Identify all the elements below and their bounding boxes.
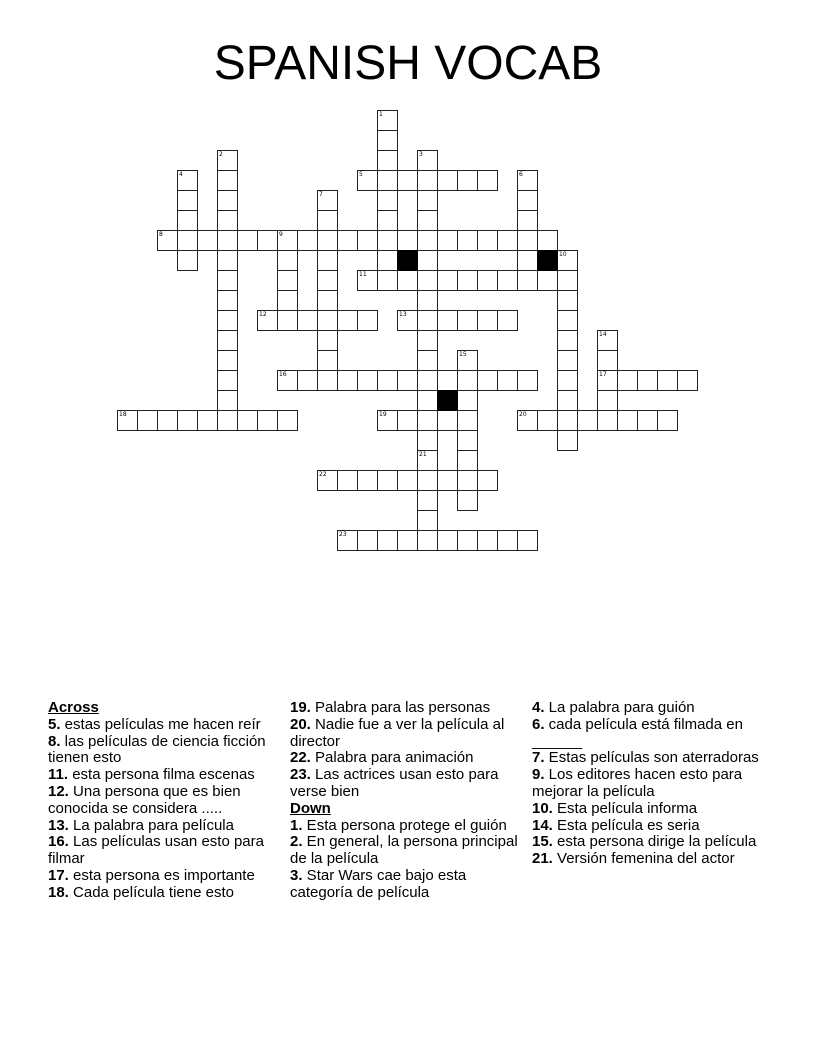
grid-cell[interactable] — [357, 230, 378, 251]
clue-text: Cada película tiene esto — [68, 883, 234, 901]
grid-cell[interactable] — [397, 530, 418, 551]
grid-cell[interactable] — [417, 170, 438, 191]
clue-text: esta persona filma escenas — [68, 766, 255, 784]
grid-cell[interactable] — [317, 290, 338, 311]
clue-item — [48, 734, 278, 768]
grid-cell[interactable] — [457, 390, 478, 411]
clue-num: 6. — [532, 715, 545, 733]
grid-cell[interactable] — [277, 410, 298, 431]
grid-cell[interactable] — [477, 270, 498, 291]
grid-cell[interactable] — [337, 230, 358, 251]
grid-cell[interactable] — [417, 510, 438, 531]
grid-cell[interactable] — [317, 250, 338, 271]
grid-cell[interactable] — [617, 410, 638, 431]
grid-cell[interactable] — [217, 170, 238, 191]
clue-number: 5 — [359, 171, 363, 178]
clue-text: Nadie fue a ver la película al director — [290, 715, 505, 750]
grid-cell[interactable] — [597, 410, 618, 431]
grid-cell[interactable] — [117, 410, 138, 431]
grid-cell[interactable] — [437, 170, 458, 191]
clue-num: 7. — [532, 749, 545, 767]
grid-cell[interactable] — [337, 370, 358, 391]
grid-cell[interactable] — [377, 130, 398, 151]
clue-item — [290, 750, 522, 767]
grid-cell[interactable] — [417, 150, 438, 171]
clue-number: 13 — [399, 311, 407, 318]
clue-item — [532, 801, 764, 818]
clue-column-2 — [290, 700, 522, 902]
clue-num: 19. — [290, 699, 311, 716]
grid-cell[interactable] — [277, 310, 298, 331]
grid-cell[interactable] — [177, 250, 198, 271]
clue-number: 15 — [459, 351, 467, 358]
clue-column-1 — [48, 700, 278, 902]
grid-cell[interactable] — [277, 230, 298, 251]
grid-cell[interactable] — [637, 370, 658, 391]
grid-cell[interactable] — [417, 310, 438, 331]
grid-cell[interactable] — [457, 230, 478, 251]
grid-cell[interactable] — [317, 270, 338, 291]
grid-cell[interactable] — [297, 370, 318, 391]
clue-item — [532, 818, 764, 835]
grid-cell[interactable] — [357, 170, 378, 191]
grid-cell[interactable] — [377, 530, 398, 551]
grid-cell[interactable] — [437, 310, 458, 331]
grid-cell[interactable] — [157, 230, 178, 251]
grid-cell[interactable] — [457, 470, 478, 491]
grid-cell[interactable] — [557, 270, 578, 291]
clue-num: 12. — [48, 782, 69, 800]
grid-cell[interactable] — [217, 370, 238, 391]
grid-cell[interactable] — [457, 310, 478, 331]
clue-text: Palabra para las personas — [310, 699, 491, 716]
grid-cell[interactable] — [497, 370, 518, 391]
grid-cell[interactable] — [477, 310, 498, 331]
clue-text: esta persona es importante — [68, 866, 255, 884]
grid-cell[interactable] — [437, 270, 458, 291]
grid-cell[interactable] — [497, 530, 518, 551]
grid-cell[interactable] — [557, 310, 578, 331]
grid-cell[interactable] — [317, 370, 338, 391]
grid-cell[interactable] — [577, 410, 598, 431]
grid-cell[interactable] — [217, 210, 238, 231]
grid-cell[interactable] — [597, 350, 618, 371]
grid-cell[interactable] — [517, 170, 538, 191]
clue-item — [48, 868, 278, 885]
clue-num: 11. — [48, 766, 69, 784]
section-heading: Down — [290, 799, 331, 817]
clue-text: Star Wars cae bajo esta categoría de película — [290, 866, 467, 901]
clue-text: Palabra para animación — [310, 749, 474, 767]
grid-cell[interactable] — [597, 330, 618, 351]
clue-num: 17. — [48, 866, 69, 884]
grid-cell[interactable] — [377, 250, 398, 271]
grid-cell[interactable] — [377, 230, 398, 251]
grid-cell[interactable] — [477, 470, 498, 491]
clue-num: 22. — [290, 749, 311, 767]
grid-cell[interactable] — [377, 190, 398, 211]
grid-cell[interactable] — [557, 290, 578, 311]
grid-cell[interactable] — [377, 410, 398, 431]
grid-cell[interactable] — [257, 310, 278, 331]
clue-number: 19 — [379, 411, 387, 418]
grid-cell[interactable] — [177, 230, 198, 251]
grid-cell[interactable] — [377, 150, 398, 171]
grid-cell[interactable] — [357, 470, 378, 491]
grid-cell[interactable] — [317, 470, 338, 491]
clue-number: 7 — [319, 191, 323, 198]
clue-num: 21. — [532, 850, 553, 868]
grid-cell[interactable] — [237, 410, 258, 431]
grid-cell[interactable] — [317, 350, 338, 371]
clue-num: 18. — [48, 883, 69, 901]
clue-item — [48, 784, 278, 818]
grid-cell[interactable] — [557, 350, 578, 371]
grid-cell[interactable] — [437, 470, 458, 491]
grid-cell[interactable] — [437, 370, 458, 391]
grid-cell[interactable] — [457, 170, 478, 191]
clue-num: 15. — [532, 833, 553, 851]
clue-number: 2 — [219, 151, 223, 158]
clue-num: 4. — [532, 699, 545, 716]
grid-cell[interactable] — [557, 410, 578, 431]
grid-cell[interactable] — [397, 170, 418, 191]
grid-cell[interactable] — [257, 410, 278, 431]
grid-cell[interactable] — [217, 250, 238, 271]
clue-item — [290, 818, 522, 835]
clue-num: 8. — [48, 732, 61, 750]
clue-item — [290, 717, 522, 751]
clue-text: Esta película es seria — [552, 816, 700, 834]
grid-cell[interactable] — [637, 410, 658, 431]
grid-cell[interactable] — [217, 230, 238, 251]
grid-cell[interactable] — [457, 430, 478, 451]
clue-num: 2. — [290, 833, 303, 851]
grid-cell[interactable] — [177, 410, 198, 431]
section-heading: Across — [48, 699, 99, 716]
grid-cell[interactable] — [197, 410, 218, 431]
grid-cell[interactable] — [437, 230, 458, 251]
clue-item — [532, 700, 764, 717]
clue-number: 12 — [259, 311, 267, 318]
clue-text: Las películas usan esto para filmar — [48, 833, 264, 868]
grid-cell[interactable] — [557, 330, 578, 351]
grid-cell[interactable] — [477, 170, 498, 191]
clue-text: Versión femenina del actor — [552, 850, 735, 868]
page-title: SPANISH VOCAB — [213, 37, 603, 90]
clue-num: 5. — [48, 715, 61, 733]
clue-text: estas películas me hacen reír — [60, 715, 261, 733]
grid-cell[interactable] — [277, 370, 298, 391]
grid-cell[interactable] — [417, 250, 438, 271]
grid-cell[interactable] — [517, 250, 538, 271]
grid-cell[interactable] — [617, 370, 638, 391]
clue-item — [48, 767, 278, 784]
grid-cell[interactable] — [417, 370, 438, 391]
grid-cell[interactable] — [417, 490, 438, 511]
grid-cell[interactable] — [377, 470, 398, 491]
clue-item — [532, 851, 764, 868]
grid-cell[interactable] — [217, 410, 238, 431]
clue-num: 16. — [48, 833, 69, 851]
grid-cell[interactable] — [397, 470, 418, 491]
grid-cell[interactable] — [497, 270, 518, 291]
grid-cell[interactable] — [537, 270, 558, 291]
clue-number: 20 — [519, 411, 527, 418]
clue-text: En general, la persona principal de la película — [290, 833, 518, 868]
grid-cell[interactable] — [597, 390, 618, 411]
grid-cell[interactable] — [597, 370, 618, 391]
clue-number: 10 — [559, 251, 567, 258]
grid-cell[interactable] — [377, 370, 398, 391]
grid-cell[interactable] — [417, 450, 438, 471]
grid-cell[interactable] — [317, 310, 338, 331]
grid-cell[interactable] — [677, 370, 698, 391]
clue-item — [48, 885, 278, 902]
grid-cell[interactable] — [377, 110, 398, 131]
grid-cell[interactable] — [417, 210, 438, 231]
clue-num: 23. — [290, 766, 311, 784]
grid-cell[interactable] — [357, 530, 378, 551]
grid-cell[interactable] — [417, 390, 438, 411]
clue-item — [48, 834, 278, 868]
grid-cell[interactable] — [397, 370, 418, 391]
grid-cell[interactable] — [237, 230, 258, 251]
grid-cell[interactable] — [417, 290, 438, 311]
grid-cell[interactable] — [517, 270, 538, 291]
clue-item — [48, 818, 278, 835]
grid-cell[interactable] — [517, 190, 538, 211]
clue-number: 11 — [359, 271, 367, 278]
clue-number: 17 — [599, 371, 607, 378]
clue-num: 3. — [290, 866, 303, 884]
clue-item — [532, 834, 764, 851]
clue-item — [290, 767, 522, 801]
grid-cell[interactable] — [377, 210, 398, 231]
grid-cell[interactable] — [177, 190, 198, 211]
grid-cell[interactable] — [337, 470, 358, 491]
grid-cell[interactable] — [657, 370, 678, 391]
grid-cell[interactable] — [397, 310, 418, 331]
clue-item — [532, 767, 764, 801]
grid-cell[interactable] — [497, 230, 518, 251]
grid-cell[interactable] — [457, 490, 478, 511]
clue-num: 13. — [48, 816, 69, 834]
grid-cell[interactable] — [517, 530, 538, 551]
clue-text: Esta persona protege el guión — [302, 816, 507, 834]
grid-cell[interactable] — [417, 350, 438, 371]
grid-cell[interactable] — [217, 270, 238, 291]
grid-cell[interactable] — [177, 210, 198, 231]
grid-cell[interactable] — [397, 270, 418, 291]
grid-cell[interactable] — [217, 390, 238, 411]
grid-cell[interactable] — [477, 370, 498, 391]
grid-cell[interactable] — [177, 170, 198, 191]
black-square — [397, 250, 418, 271]
grid-cell[interactable] — [377, 270, 398, 291]
grid-cell[interactable] — [317, 230, 338, 251]
grid-cell[interactable] — [297, 310, 318, 331]
grid-cell[interactable] — [417, 270, 438, 291]
clue-num: 1. — [290, 816, 303, 834]
clue-number: 3 — [419, 151, 423, 158]
grid-cell[interactable] — [497, 310, 518, 331]
black-square — [437, 390, 458, 411]
grid-cell[interactable] — [537, 410, 558, 431]
grid-cell[interactable] — [337, 310, 358, 331]
clue-num: 20. — [290, 715, 311, 733]
clue-item — [532, 717, 764, 751]
clue-text: La palabra para película — [68, 816, 234, 834]
clue-number: 14 — [599, 331, 607, 338]
grid-cell[interactable] — [317, 210, 338, 231]
clue-item — [532, 750, 764, 767]
clue-text: las películas de ciencia ficción tienen esto — [48, 732, 266, 767]
grid-cell[interactable] — [297, 230, 318, 251]
clue-text: Una persona que es bien conocida se considera ..... — [48, 782, 241, 817]
grid-cell[interactable] — [457, 370, 478, 391]
grid-cell[interactable] — [397, 230, 418, 251]
grid-cell[interactable] — [517, 370, 538, 391]
clue-number: 21 — [419, 451, 427, 458]
clue-number: 22 — [319, 471, 327, 478]
grid-cell[interactable] — [537, 230, 558, 251]
grid-cell[interactable] — [257, 230, 278, 251]
grid-cell[interactable] — [417, 530, 438, 551]
grid-cell[interactable] — [457, 350, 478, 371]
clue-text: Esta película informa — [552, 799, 698, 817]
clue-text: Los editores hacen esto para mejorar la película — [532, 766, 743, 800]
grid-cell[interactable] — [157, 410, 178, 431]
grid-cell[interactable] — [137, 410, 158, 431]
clue-column-3 — [532, 700, 764, 868]
clue-num: 9. — [532, 766, 545, 784]
black-square — [537, 250, 558, 271]
grid-cell[interactable] — [557, 430, 578, 451]
clue-item — [290, 868, 522, 902]
grid-cell[interactable] — [217, 350, 238, 371]
grid-cell[interactable] — [417, 230, 438, 251]
clue-number: 23 — [339, 531, 347, 538]
clue-text: cada película está filmada en ______ — [532, 715, 743, 750]
clue-number: 4 — [179, 171, 183, 178]
clue-item — [290, 700, 522, 717]
grid-cell[interactable] — [417, 410, 438, 431]
clue-item — [48, 717, 278, 734]
clue-text: Las actrices usan esto para verse bien — [290, 766, 499, 800]
grid-cell[interactable] — [477, 230, 498, 251]
grid-cell[interactable] — [517, 210, 538, 231]
grid-cell[interactable] — [457, 410, 478, 431]
grid-cell[interactable] — [277, 290, 298, 311]
grid-cell[interactable] — [517, 230, 538, 251]
clue-number: 9 — [279, 231, 283, 238]
grid-cell[interactable] — [217, 290, 238, 311]
grid-cell[interactable] — [397, 410, 418, 431]
clue-number: 18 — [119, 411, 127, 418]
clue-number: 8 — [159, 231, 163, 238]
grid-cell[interactable] — [517, 410, 538, 431]
clue-number: 16 — [279, 371, 287, 378]
grid-cell[interactable] — [217, 330, 238, 351]
grid-cell[interactable] — [557, 370, 578, 391]
grid-cell[interactable] — [657, 410, 678, 431]
grid-cell[interactable] — [337, 530, 358, 551]
grid-cell[interactable] — [477, 530, 498, 551]
grid-cell[interactable] — [357, 370, 378, 391]
grid-cell[interactable] — [437, 410, 458, 431]
grid-cell[interactable] — [317, 190, 338, 211]
grid-cell[interactable] — [217, 310, 238, 331]
grid-cell[interactable] — [217, 150, 238, 171]
grid-cell[interactable] — [457, 530, 478, 551]
grid-cell[interactable] — [357, 310, 378, 331]
clue-text: Estas películas son aterradoras — [544, 749, 759, 767]
grid-cell[interactable] — [417, 470, 438, 491]
grid-cell[interactable] — [457, 450, 478, 471]
grid-cell[interactable] — [557, 250, 578, 271]
clue-num: 10. — [532, 799, 553, 817]
grid-cell[interactable] — [437, 530, 458, 551]
grid-cell[interactable] — [457, 270, 478, 291]
grid-cell[interactable] — [217, 190, 238, 211]
grid-cell[interactable] — [197, 230, 218, 251]
grid-cell[interactable] — [557, 390, 578, 411]
clue-num: 14. — [532, 816, 553, 834]
grid-cell[interactable] — [377, 170, 398, 191]
clue-item — [290, 834, 522, 868]
grid-cell[interactable] — [417, 190, 438, 211]
clue-number: 6 — [519, 171, 523, 178]
grid-cell[interactable] — [417, 330, 438, 351]
grid-cell[interactable] — [357, 270, 378, 291]
clue-text: esta persona dirige la película — [552, 833, 757, 851]
grid-cell[interactable] — [317, 330, 338, 351]
clue-number: 1 — [379, 111, 383, 118]
grid-cell[interactable] — [417, 430, 438, 451]
grid-cell[interactable] — [277, 270, 298, 291]
grid-cell[interactable] — [277, 250, 298, 271]
clue-text: La palabra para guión — [544, 699, 695, 716]
